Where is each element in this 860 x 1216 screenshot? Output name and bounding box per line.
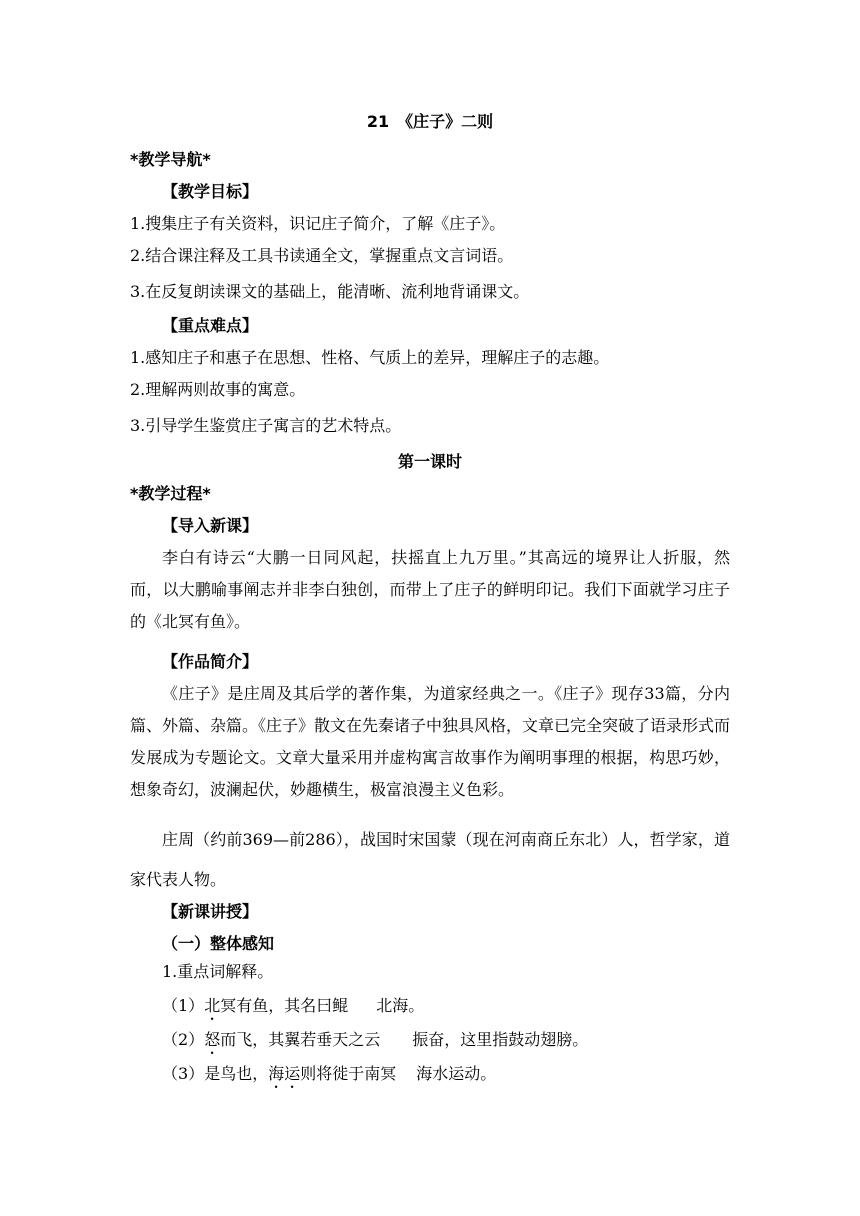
- works-paragraph: 《庄子》是庄周及其后学的著作集，为道家经典之一。《庄子》现存33篇，分内篇、外篇、杂篇。《庄子》散文在先秦诸子中独具风格，文章已完全突破了语录形式而发展成为专题论文。文章大量采用并虚构寓言故事作为阐明事理的根据，构思巧妙，想象奇幻，波澜起伏，妙趣横生，极富浪漫主义色彩。: [130, 684, 731, 799]
- vocab-meaning: 北海。: [376, 996, 425, 1015]
- vocab-post: 则将徙于南冥: [300, 1064, 397, 1083]
- key-point-3: 3.引导学生鉴赏庄子寓言的艺术特点。: [130, 416, 402, 435]
- vocab-num: （2）: [162, 1030, 205, 1049]
- goal-item-1: 1.搜集庄子有关资料，识记庄子简介，了解《庄子》。: [130, 214, 506, 233]
- vocab-item-1: [162, 996, 762, 1024]
- goals-heading: 【教学目标】: [162, 182, 259, 201]
- vocab-heading: 1.重点词解释。: [162, 962, 274, 981]
- vocab-marked-word: 怒: [204, 1030, 221, 1049]
- new-lesson-heading: 【新课讲授】: [162, 902, 259, 921]
- overview-heading: （一）整体感知: [162, 934, 275, 953]
- vocab-marked-word: 海运: [268, 1064, 301, 1083]
- process-heading: *教学过程*: [130, 484, 211, 503]
- intro-heading: 【导入新课】: [162, 516, 259, 535]
- key-point-1: 1.感知庄子和惠子在思想、性格、气质上的差异，理解庄子的志趣。: [130, 348, 610, 367]
- nav-heading: *教学导航*: [130, 150, 211, 169]
- key-heading: 【重点难点】: [162, 316, 259, 335]
- vocab-item-3: [162, 1064, 762, 1092]
- vocab-post: 而飞，其翼若垂天之云: [220, 1030, 381, 1049]
- key-point-2: 2.理解两则故事的寓意。: [130, 380, 306, 399]
- works-heading: 【作品简介】: [162, 652, 259, 671]
- vocab-item-2: [162, 1030, 762, 1058]
- goal-item-2: 2.结合课注释及工具书读通全文，掌握重点文言词语。: [130, 246, 514, 265]
- vocab-marked-word: 北: [204, 996, 221, 1015]
- author-paragraph: 庄周（约前369—前286），战国时宋国蒙（现在河南商丘东北）人，哲学家，道家代表人物。: [130, 830, 730, 889]
- vocab-pre: 是鸟也，: [204, 1064, 269, 1083]
- lesson-heading: 第一课时: [397, 452, 462, 471]
- goal-item-3: 3.在反复朗读课文的基础上，能清晰、流利地背诵课文。: [130, 282, 530, 301]
- vocab-post: 冥有鱼，其名曰鲲: [220, 996, 349, 1015]
- intro-paragraph: 李白有诗云“大鹏一日同风起，扶摇直上九万里。”其高远的境界让人折服，然而，以大鹏喻事阐志并非李白独创，而带上了庄子的鲜明印记。我们下面就学习庄子的《北冥有鱼》。: [130, 548, 730, 631]
- vocab-num: （3）: [162, 1064, 205, 1083]
- lesson-title: 21 《庄子》二则: [366, 112, 494, 131]
- vocab-meaning: 海水运动。: [416, 1064, 497, 1083]
- vocab-meaning: 振奋，这里指鼓动翅膀。: [412, 1030, 589, 1049]
- vocab-num: （1）: [162, 996, 205, 1015]
